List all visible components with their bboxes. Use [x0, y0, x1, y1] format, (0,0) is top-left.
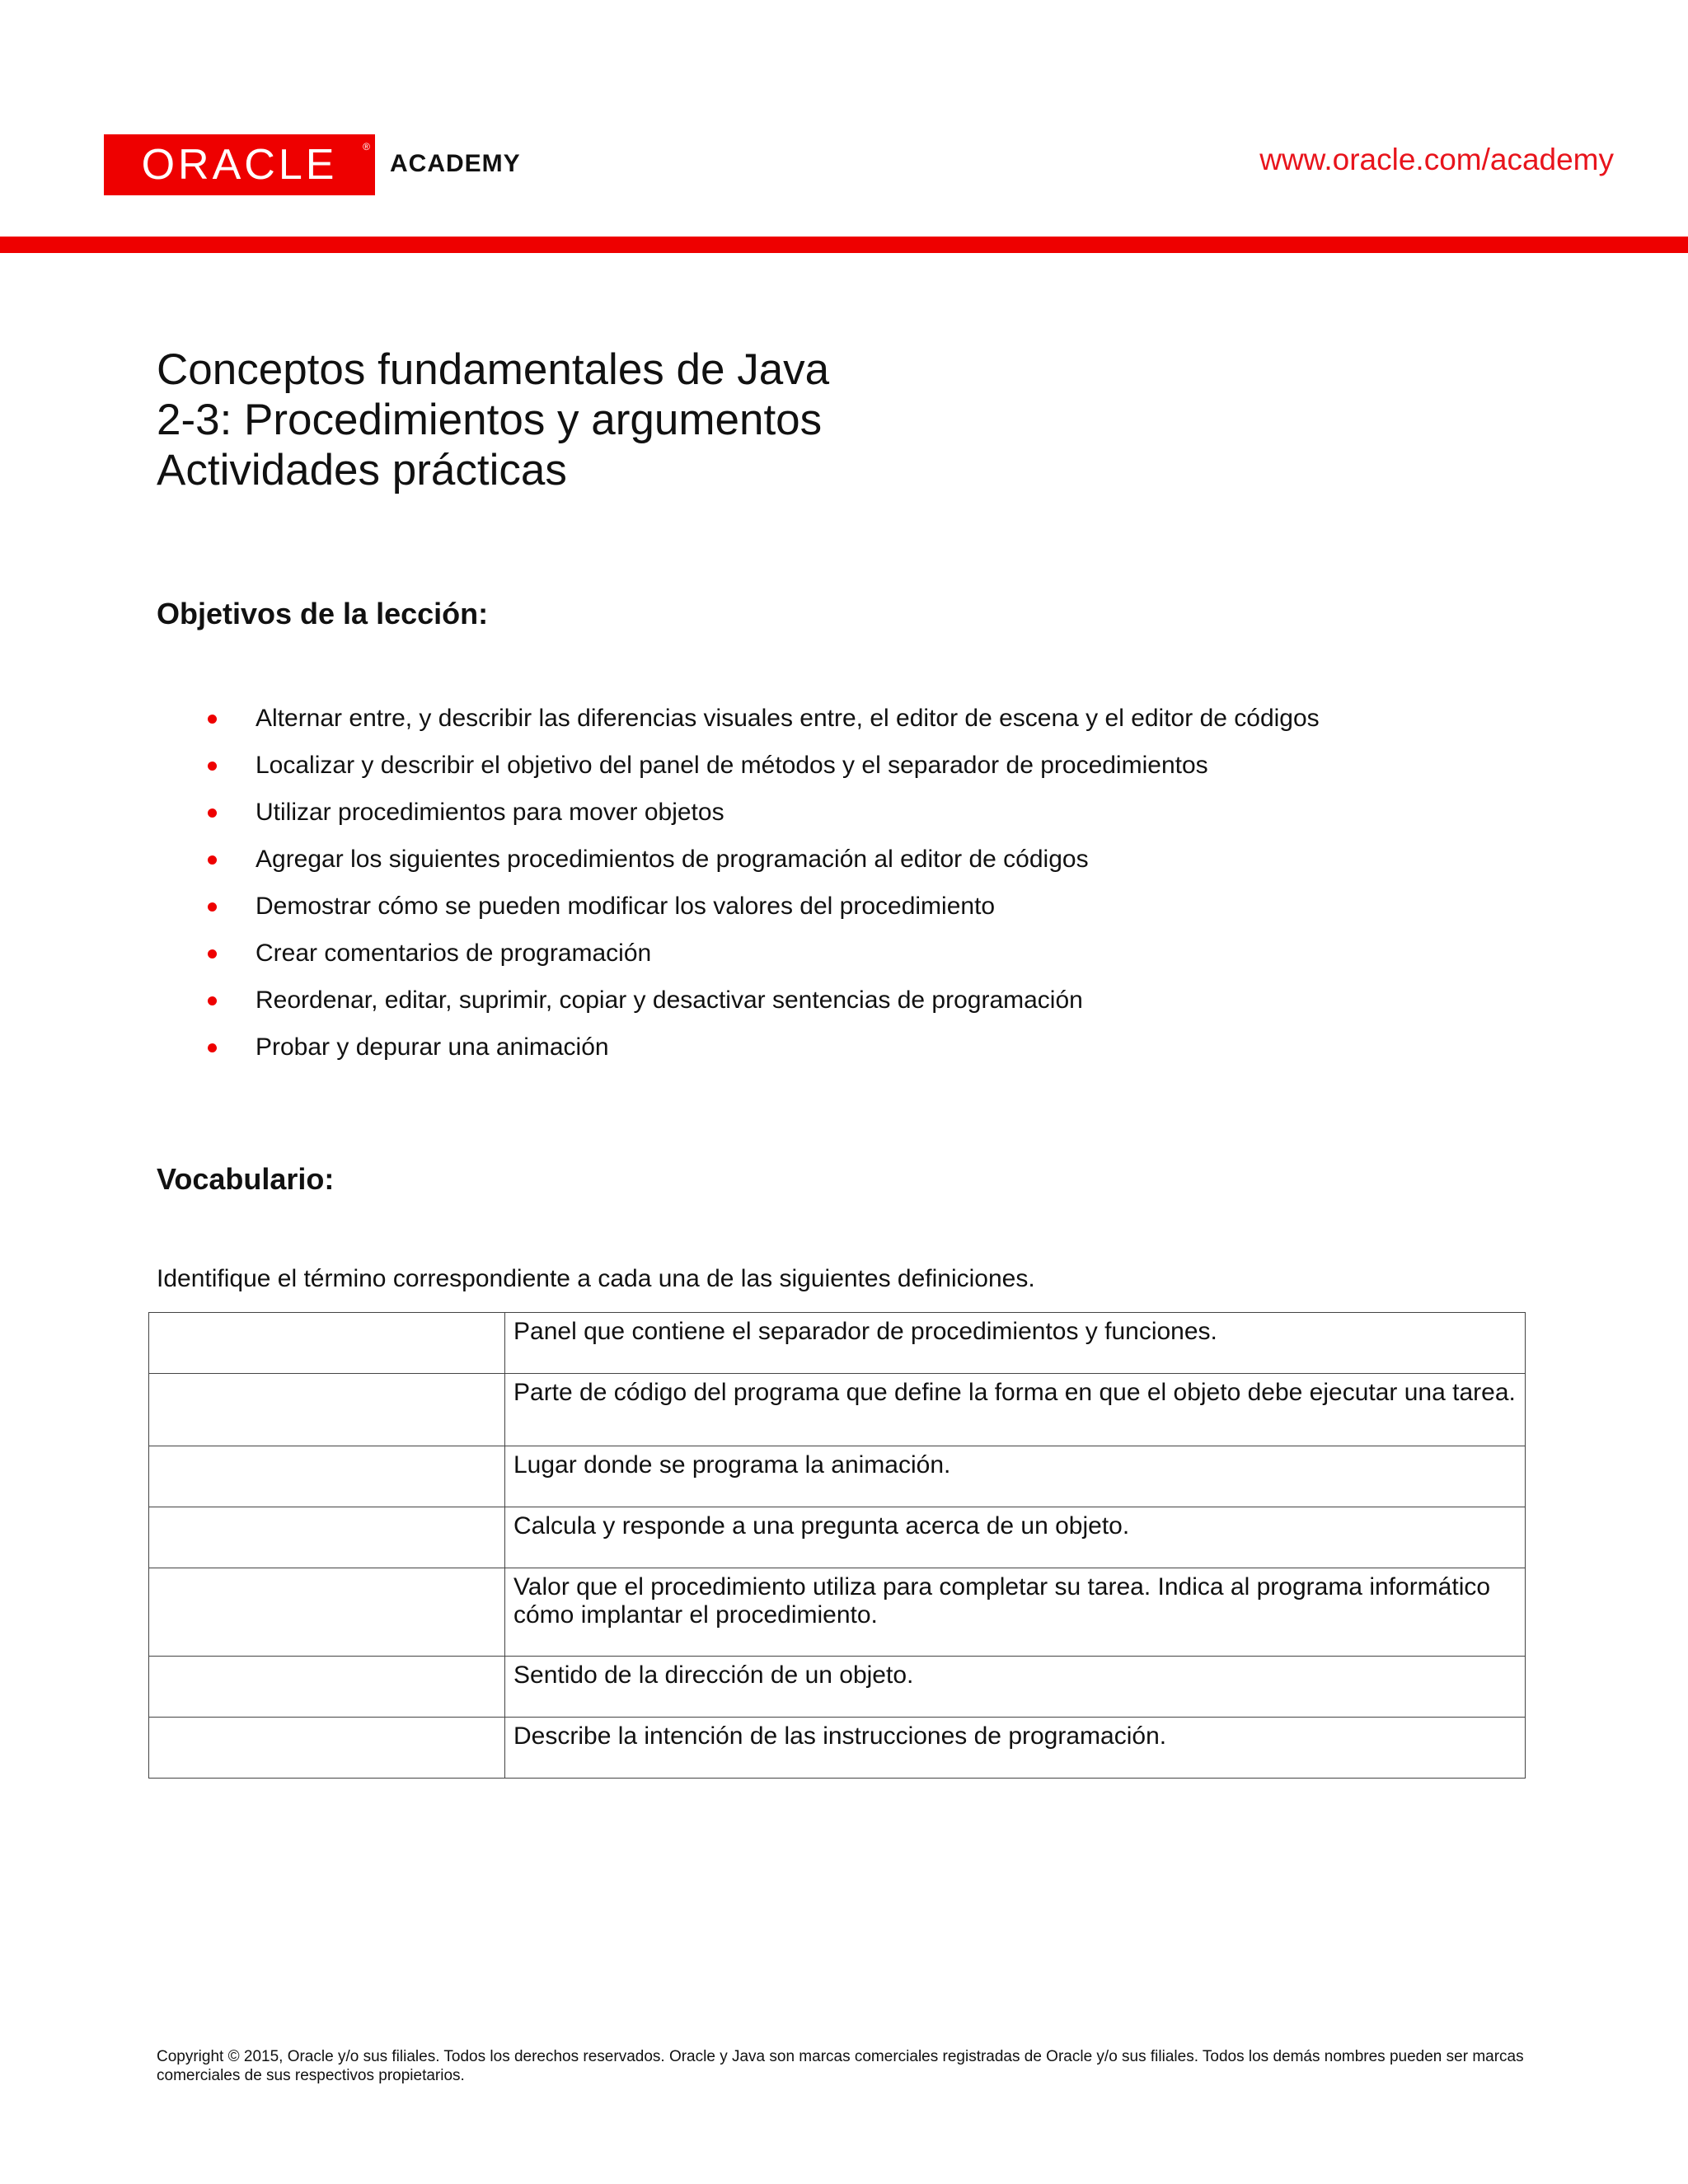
header-divider-bar	[0, 237, 1688, 253]
objective-text: Agregar los siguientes procedimientos de programación al editor de códigos	[256, 846, 1089, 873]
list-item	[157, 1028, 1320, 1075]
table-row	[149, 1718, 1526, 1779]
objective-text: Utilizar procedimientos para mover objetos	[256, 799, 724, 826]
table-row	[149, 1374, 1526, 1446]
definition-cell: Lugar donde se programa la animación.	[505, 1446, 1526, 1507]
document-title	[157, 344, 829, 495]
definition-cell: Calcula y responde a una pregunta acerca de un objeto.	[505, 1507, 1526, 1568]
table-row	[149, 1446, 1526, 1507]
term-input-cell[interactable]	[149, 1446, 505, 1507]
bullet-icon	[208, 855, 217, 865]
vocabulary-instructions: Identifique el término correspondiente a cada una de las siguientes definiciones.	[157, 1265, 1035, 1292]
table-row	[149, 1657, 1526, 1718]
list-item	[157, 887, 1320, 934]
oracle-logo-text: ORACLE	[141, 141, 338, 189]
table-row	[149, 1313, 1526, 1374]
oracle-logo	[104, 134, 375, 195]
list-item	[157, 746, 1320, 793]
term-input-cell[interactable]	[149, 1507, 505, 1568]
bullet-icon	[208, 715, 217, 724]
objective-text: Alternar entre, y describir las diferencias visuales entre, el editor de escena y el editor de códigos	[256, 705, 1320, 732]
academy-url-link[interactable]: www.oracle.com/academy	[1259, 143, 1614, 176]
academy-label: ACADEMY	[390, 150, 521, 177]
table-row	[149, 1568, 1526, 1657]
title-line-activity: Actividades prácticas	[157, 446, 567, 494]
objectives-list	[157, 699, 1320, 1075]
registered-mark: ®	[363, 141, 370, 152]
bullet-icon	[208, 762, 217, 771]
definition-cell: Panel que contiene el separador de procedimientos y funciones.	[505, 1313, 1526, 1374]
term-input-cell[interactable]	[149, 1374, 505, 1446]
term-input-cell[interactable]	[149, 1718, 505, 1779]
bullet-icon	[208, 902, 217, 912]
term-input-cell[interactable]	[149, 1313, 505, 1374]
definition-cell: Sentido de la dirección de un objeto.	[505, 1657, 1526, 1718]
definition-cell: Valor que el procedimiento utiliza para completar su tarea. Indica al programa informático cómo implantar el procedimiento.	[505, 1568, 1526, 1657]
list-item	[157, 699, 1320, 746]
vocabulary-heading: Vocabulario:	[157, 1162, 335, 1196]
bullet-icon	[208, 808, 217, 818]
list-item	[157, 934, 1320, 981]
list-item	[157, 981, 1320, 1028]
bullet-icon	[208, 996, 217, 1005]
bullet-icon	[208, 949, 217, 958]
table-row	[149, 1507, 1526, 1568]
objective-text: Probar y depurar una animación	[256, 1033, 609, 1061]
definition-cell: Describe la intención de las instrucciones de programación.	[505, 1718, 1526, 1779]
objectives-heading: Objetivos de la lección:	[157, 597, 489, 630]
term-input-cell[interactable]	[149, 1568, 505, 1657]
copyright-footer: Copyright © 2015, Oracle y/o sus filiales. Todos los derechos reservados. Oracle y Java son marcas comerciales registradas de Oracle y/o sus filiales. Todos los demás nombres pueden ser marcas comerciales de sus respectivos propietarios.	[157, 2048, 1524, 2084]
list-item	[157, 840, 1320, 887]
objective-text: Localizar y describir el objetivo del panel de métodos y el separador de procedimientos	[256, 752, 1208, 779]
vocabulary-table	[148, 1312, 1526, 1779]
bullet-icon	[208, 1043, 217, 1052]
title-line-lesson: 2-3: Procedimientos y argumentos	[157, 396, 823, 444]
definition-cell: Parte de código del programa que define la forma en que el objeto debe ejecutar una tarea.	[505, 1374, 1526, 1446]
term-input-cell[interactable]	[149, 1657, 505, 1718]
list-item	[157, 793, 1320, 840]
title-line-course: Conceptos fundamentales de Java	[157, 345, 830, 394]
objective-text: Reordenar, editar, suprimir, copiar y desactivar sentencias de programación	[256, 987, 1083, 1014]
objective-text: Crear comentarios de programación	[256, 940, 652, 967]
objective-text: Demostrar cómo se pueden modificar los valores del procedimiento	[256, 893, 996, 920]
